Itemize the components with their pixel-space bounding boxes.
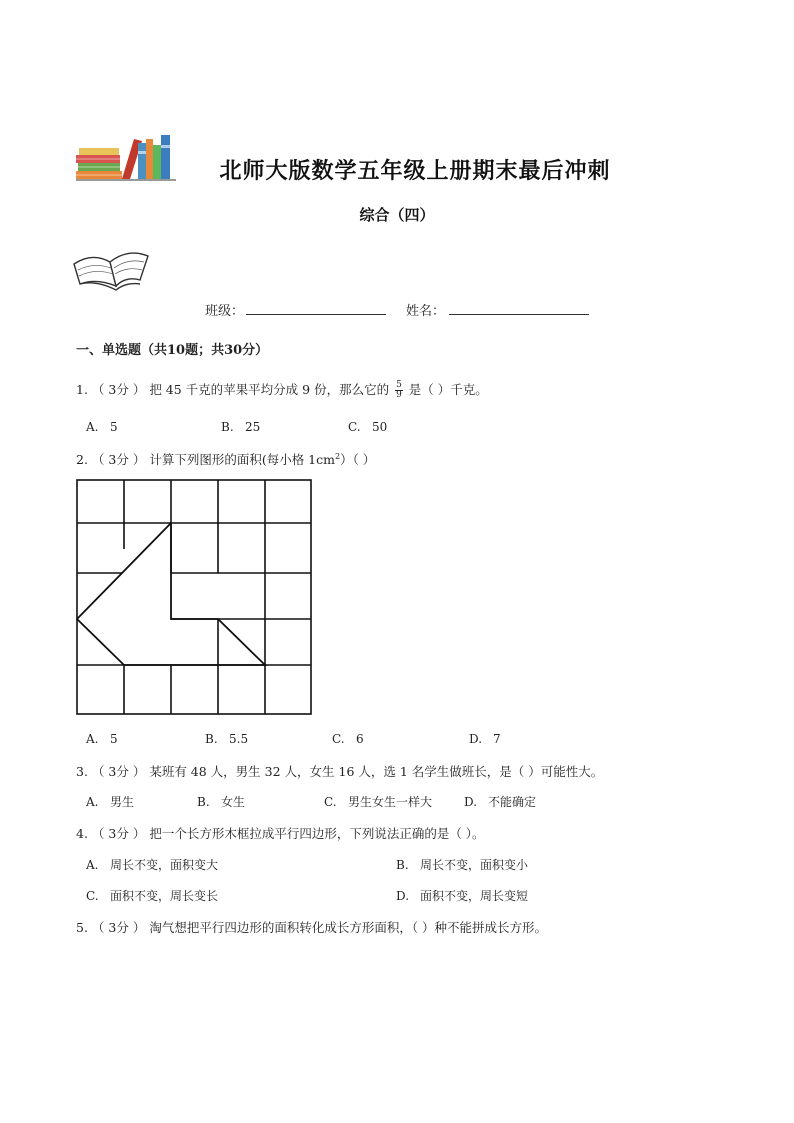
option-c[interactable]: C. 男生女生一样大	[324, 795, 433, 809]
question-3	[76, 762, 603, 780]
question-score: （ 3分 ）	[91, 382, 146, 397]
option-d[interactable]: D. 7	[469, 732, 501, 746]
option-d[interactable]: D. 不能确定	[464, 795, 537, 809]
question-score: （ 3分 ）	[91, 452, 146, 467]
question-number: 1.	[76, 382, 88, 397]
option-b[interactable]: B. 25	[221, 420, 261, 434]
option-c[interactable]: C. 6	[332, 732, 364, 746]
option-a[interactable]: A. 男生	[86, 795, 135, 809]
name-field[interactable]	[449, 300, 589, 315]
question-number: 4.	[76, 826, 88, 841]
page-subtitle: 综合（四）	[359, 206, 435, 224]
grid-lines	[77, 480, 311, 714]
question-text: 淘气想把平行四边形的面积转化成长方形面积，（ ）种不能拼成长方形。	[149, 920, 548, 935]
question-1	[76, 380, 488, 400]
superscript: 2	[334, 451, 341, 461]
class-field[interactable]	[246, 300, 386, 315]
question-number: 3.	[76, 764, 88, 779]
question-text: 计算下列图形的面积(每小格 1cm	[149, 452, 335, 467]
question-text-end: ）（ ）	[340, 452, 376, 467]
question-text: 把 45 千克的苹果平均分成 9 份，那么它的	[149, 382, 390, 397]
option-c[interactable]: C. 50	[348, 420, 388, 434]
class-label: 班级：	[205, 304, 245, 319]
question-2	[76, 450, 375, 468]
option-c[interactable]: C. 面积不变，周长变长	[86, 889, 219, 903]
option-a[interactable]: A. 5	[86, 732, 118, 746]
question-number: 2.	[76, 452, 88, 467]
grid-figure	[76, 479, 316, 719]
option-a[interactable]: A. 周长不变，面积变大	[86, 858, 219, 872]
option-a[interactable]: A. 5	[86, 420, 118, 434]
question-4	[76, 824, 485, 842]
question-text-end: 是（ ）千克。	[408, 382, 488, 397]
option-b[interactable]: B. 周长不变，面积变小	[396, 858, 529, 872]
question-score: （ 3分 ）	[91, 826, 146, 841]
grid-border	[77, 480, 311, 714]
shape-outline	[77, 523, 265, 665]
name-label: 姓名：	[406, 304, 446, 319]
page-title: 北师大版数学五年级上册期末最后冲刺	[219, 158, 611, 184]
open-book-icon	[70, 234, 152, 294]
fraction: $\frac{5}{9}$	[396, 380, 402, 400]
question-number: 5.	[76, 920, 88, 935]
question-text: 把一个长方形木框拉成平行四边形，下列说法正确的是（ ）。	[149, 826, 485, 841]
option-d[interactable]: D. 面积不变，周长变短	[396, 889, 529, 903]
question-text: 某班有 48 人，男生 32 人，女生 16 人，选 1 名学生做班长，是（ ）可能性大。	[149, 764, 604, 779]
question-5	[76, 918, 547, 936]
option-b[interactable]: B. 女生	[197, 795, 246, 809]
question-score: （ 3分 ）	[91, 764, 146, 779]
section-title: 一、单选题（共10题；共30分）	[76, 343, 269, 358]
question-score: （ 3分 ）	[91, 920, 146, 935]
option-b[interactable]: B. 5.5	[205, 732, 249, 746]
